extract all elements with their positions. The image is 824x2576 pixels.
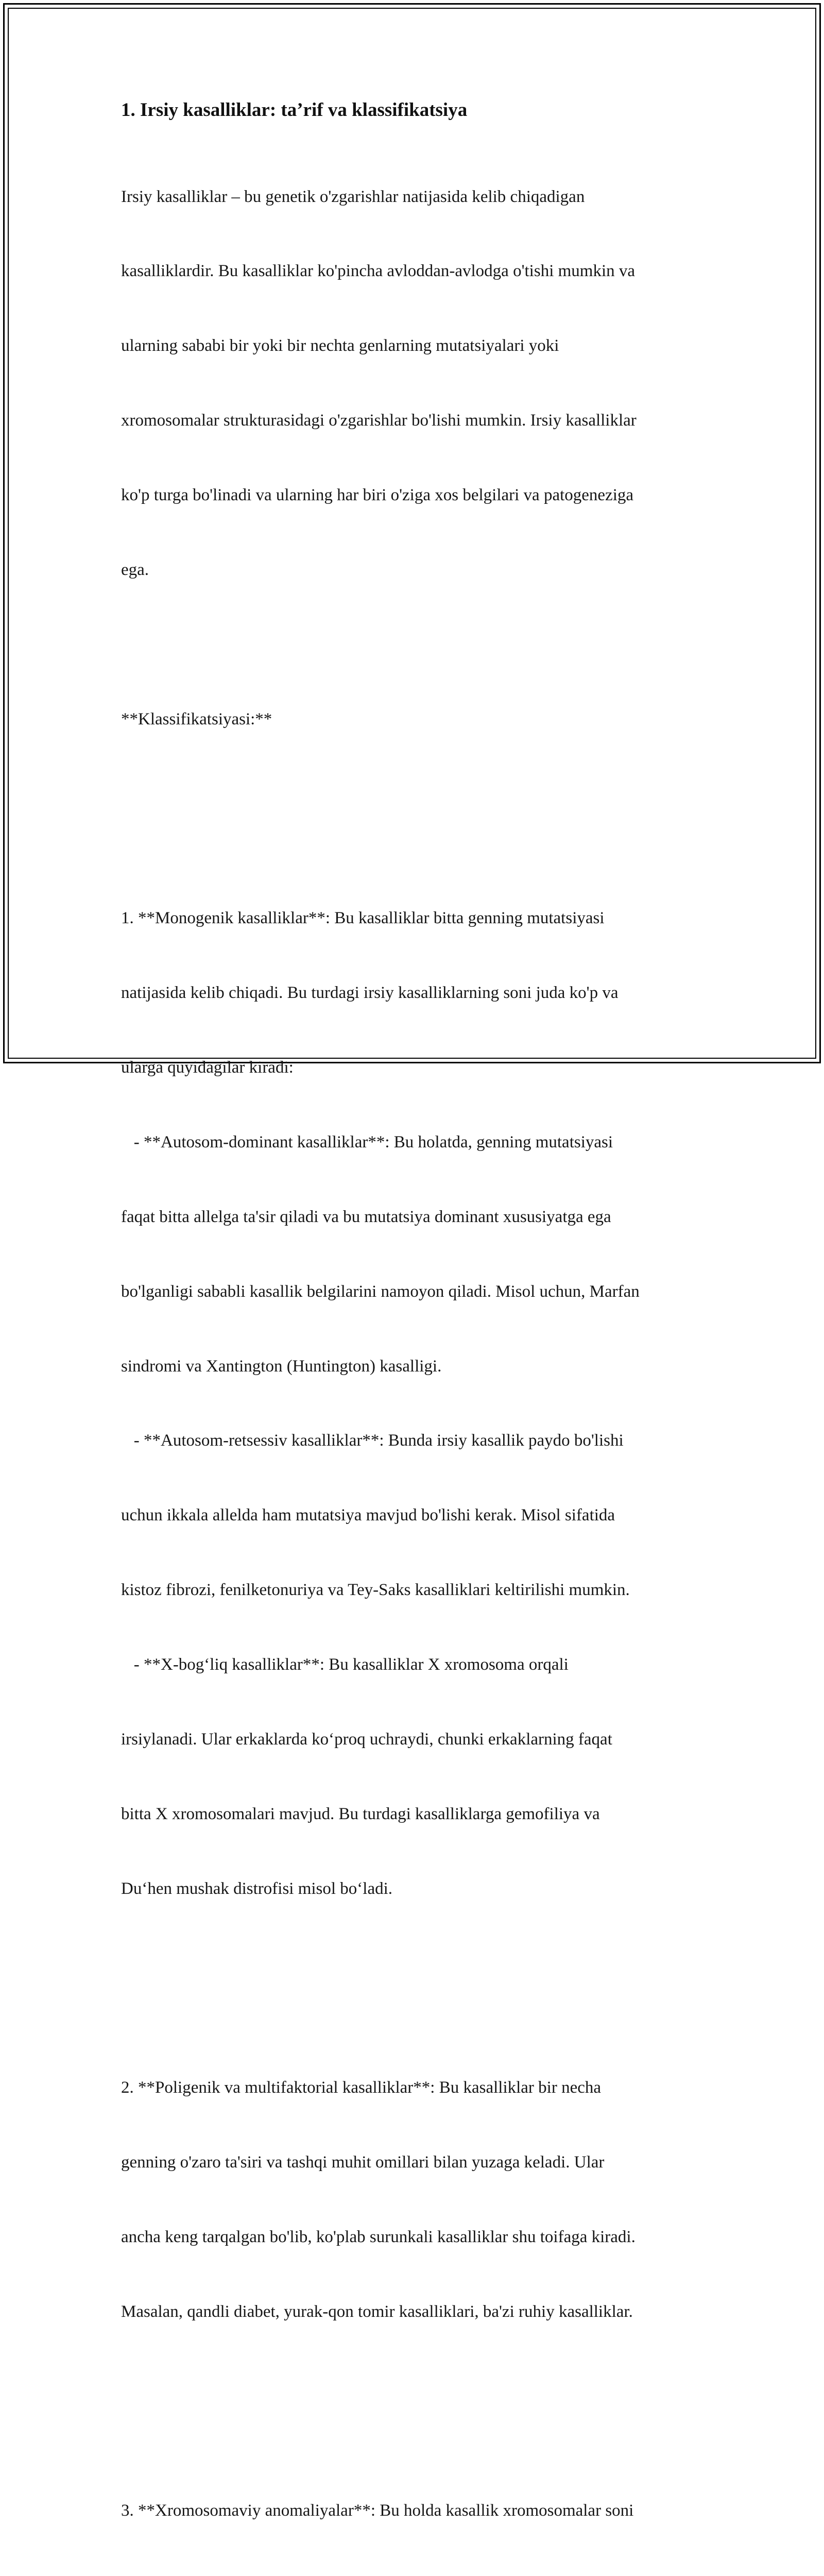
paragraph-gap [121, 2374, 698, 2399]
text-line: ega. [121, 561, 149, 580]
intro-paragraph [121, 134, 698, 856]
text-line: sindromi va Xantington (Huntington) kasalligi. [121, 1357, 442, 1376]
text-line: Du‘hen mushak distrofisi misol bo‘ladi. [121, 1879, 393, 1898]
text-line: kasalliklardir. Bu kasalliklar ko'pincha avloddan-avlodga o'tishi mumkin va [121, 262, 636, 281]
paragraph-gap [121, 632, 698, 657]
text-line: 1. **Monogenik kasalliklar**: Bu kasalliklar bitta genning mutatsiyasi [121, 909, 605, 928]
text-line: natijasida kelib chiqadi. Bu turdagi irsiy kasalliklarning soni juda ko'p va [121, 984, 619, 1003]
document-content [121, 95, 698, 2576]
text-line: ularga quyidagilar kiradi: [121, 1058, 294, 1077]
text-line: kistoz fibrozi, fenilketonuriya va Tey-Saks kasalliklari keltirilishi mumkin. [121, 1581, 630, 1600]
paragraph-gap [121, 1951, 698, 1976]
text-line: faqat bitta allelga ta'sir qiladi va bu mutatsiya dominant xususiyatga ega [121, 1207, 611, 1226]
text-line: ularning sababi bir yoki bir nechta genlarning mutatsiyalari yoki [121, 336, 559, 355]
section-heading: 1. Irsiy kasalliklar: ta’rif va klassifikatsiya [121, 99, 468, 121]
monogenic-section [121, 856, 698, 2026]
text-line: ko'p turga bo'linadi va ularning har biri o'ziga xos belgilari va patogeneziga [121, 486, 634, 505]
text-line: bitta X xromosomalari mavjud. Bu turdagi kasalliklarga gemofiliya va [121, 1804, 600, 1823]
chromosomal-section [121, 2449, 698, 2576]
text-line: - **X-bog‘liq kasalliklar**: Bu kasalliklar X xromosoma orqali [121, 1655, 569, 1674]
text-line: xromosomalar strukturasidagi o'zgarishlar bo'lishi mumkin. Irsiy kasalliklar [121, 411, 637, 430]
text-line: Irsiy kasalliklar – bu genetik o'zgarishlar natijasida kelib chiqadigan [121, 187, 585, 206]
text-line: genning o'zaro ta'siri va tashqi muhit omillari bilan yuzaga keladi. Ular [121, 2153, 605, 2172]
text-line [121, 2573, 698, 2576]
text-line: - **Autosom-retsessiv kasalliklar**: Bunda irsiy kasallik paydo bo'lishi [121, 1431, 624, 1450]
polygenic-section [121, 2026, 698, 2449]
text-line: ancha keng tarqalgan bo'lib, ko'plab surunkali kasalliklar shu toifaga kiradi. [121, 2227, 636, 2246]
text-line: Masalan, qandli diabet, yurak-qon tomir kasalliklari, ba'zi ruhiy kasalliklar. [121, 2302, 633, 2321]
text-line: - **Autosom-dominant kasalliklar**: Bu holatda, genning mutatsiyasi [121, 1132, 613, 1151]
text-line: 2. **Poligenik va multifaktorial kasalliklar**: Bu kasalliklar bir necha [121, 2078, 602, 2097]
text-line: bo'lganligi sababli kasallik belgilarini namoyon qiladi. Misol uchun, Marfan [121, 1282, 640, 1301]
classification-label: **Klassifikatsiyasi:** [121, 709, 272, 728]
text-line: 3. **Xromosomaviy anomaliyalar**: Bu holda kasallik xromosomalar soni [121, 2501, 634, 2520]
text-line: irsiylanadi. Ular erkaklarda ko‘proq uchraydi, chunki erkaklarning faqat [121, 1730, 612, 1749]
text-line: uchun ikkala allelda ham mutatsiya mavjud bo'lishi kerak. Misol sifatida [121, 1506, 615, 1525]
paragraph-gap [121, 782, 698, 806]
